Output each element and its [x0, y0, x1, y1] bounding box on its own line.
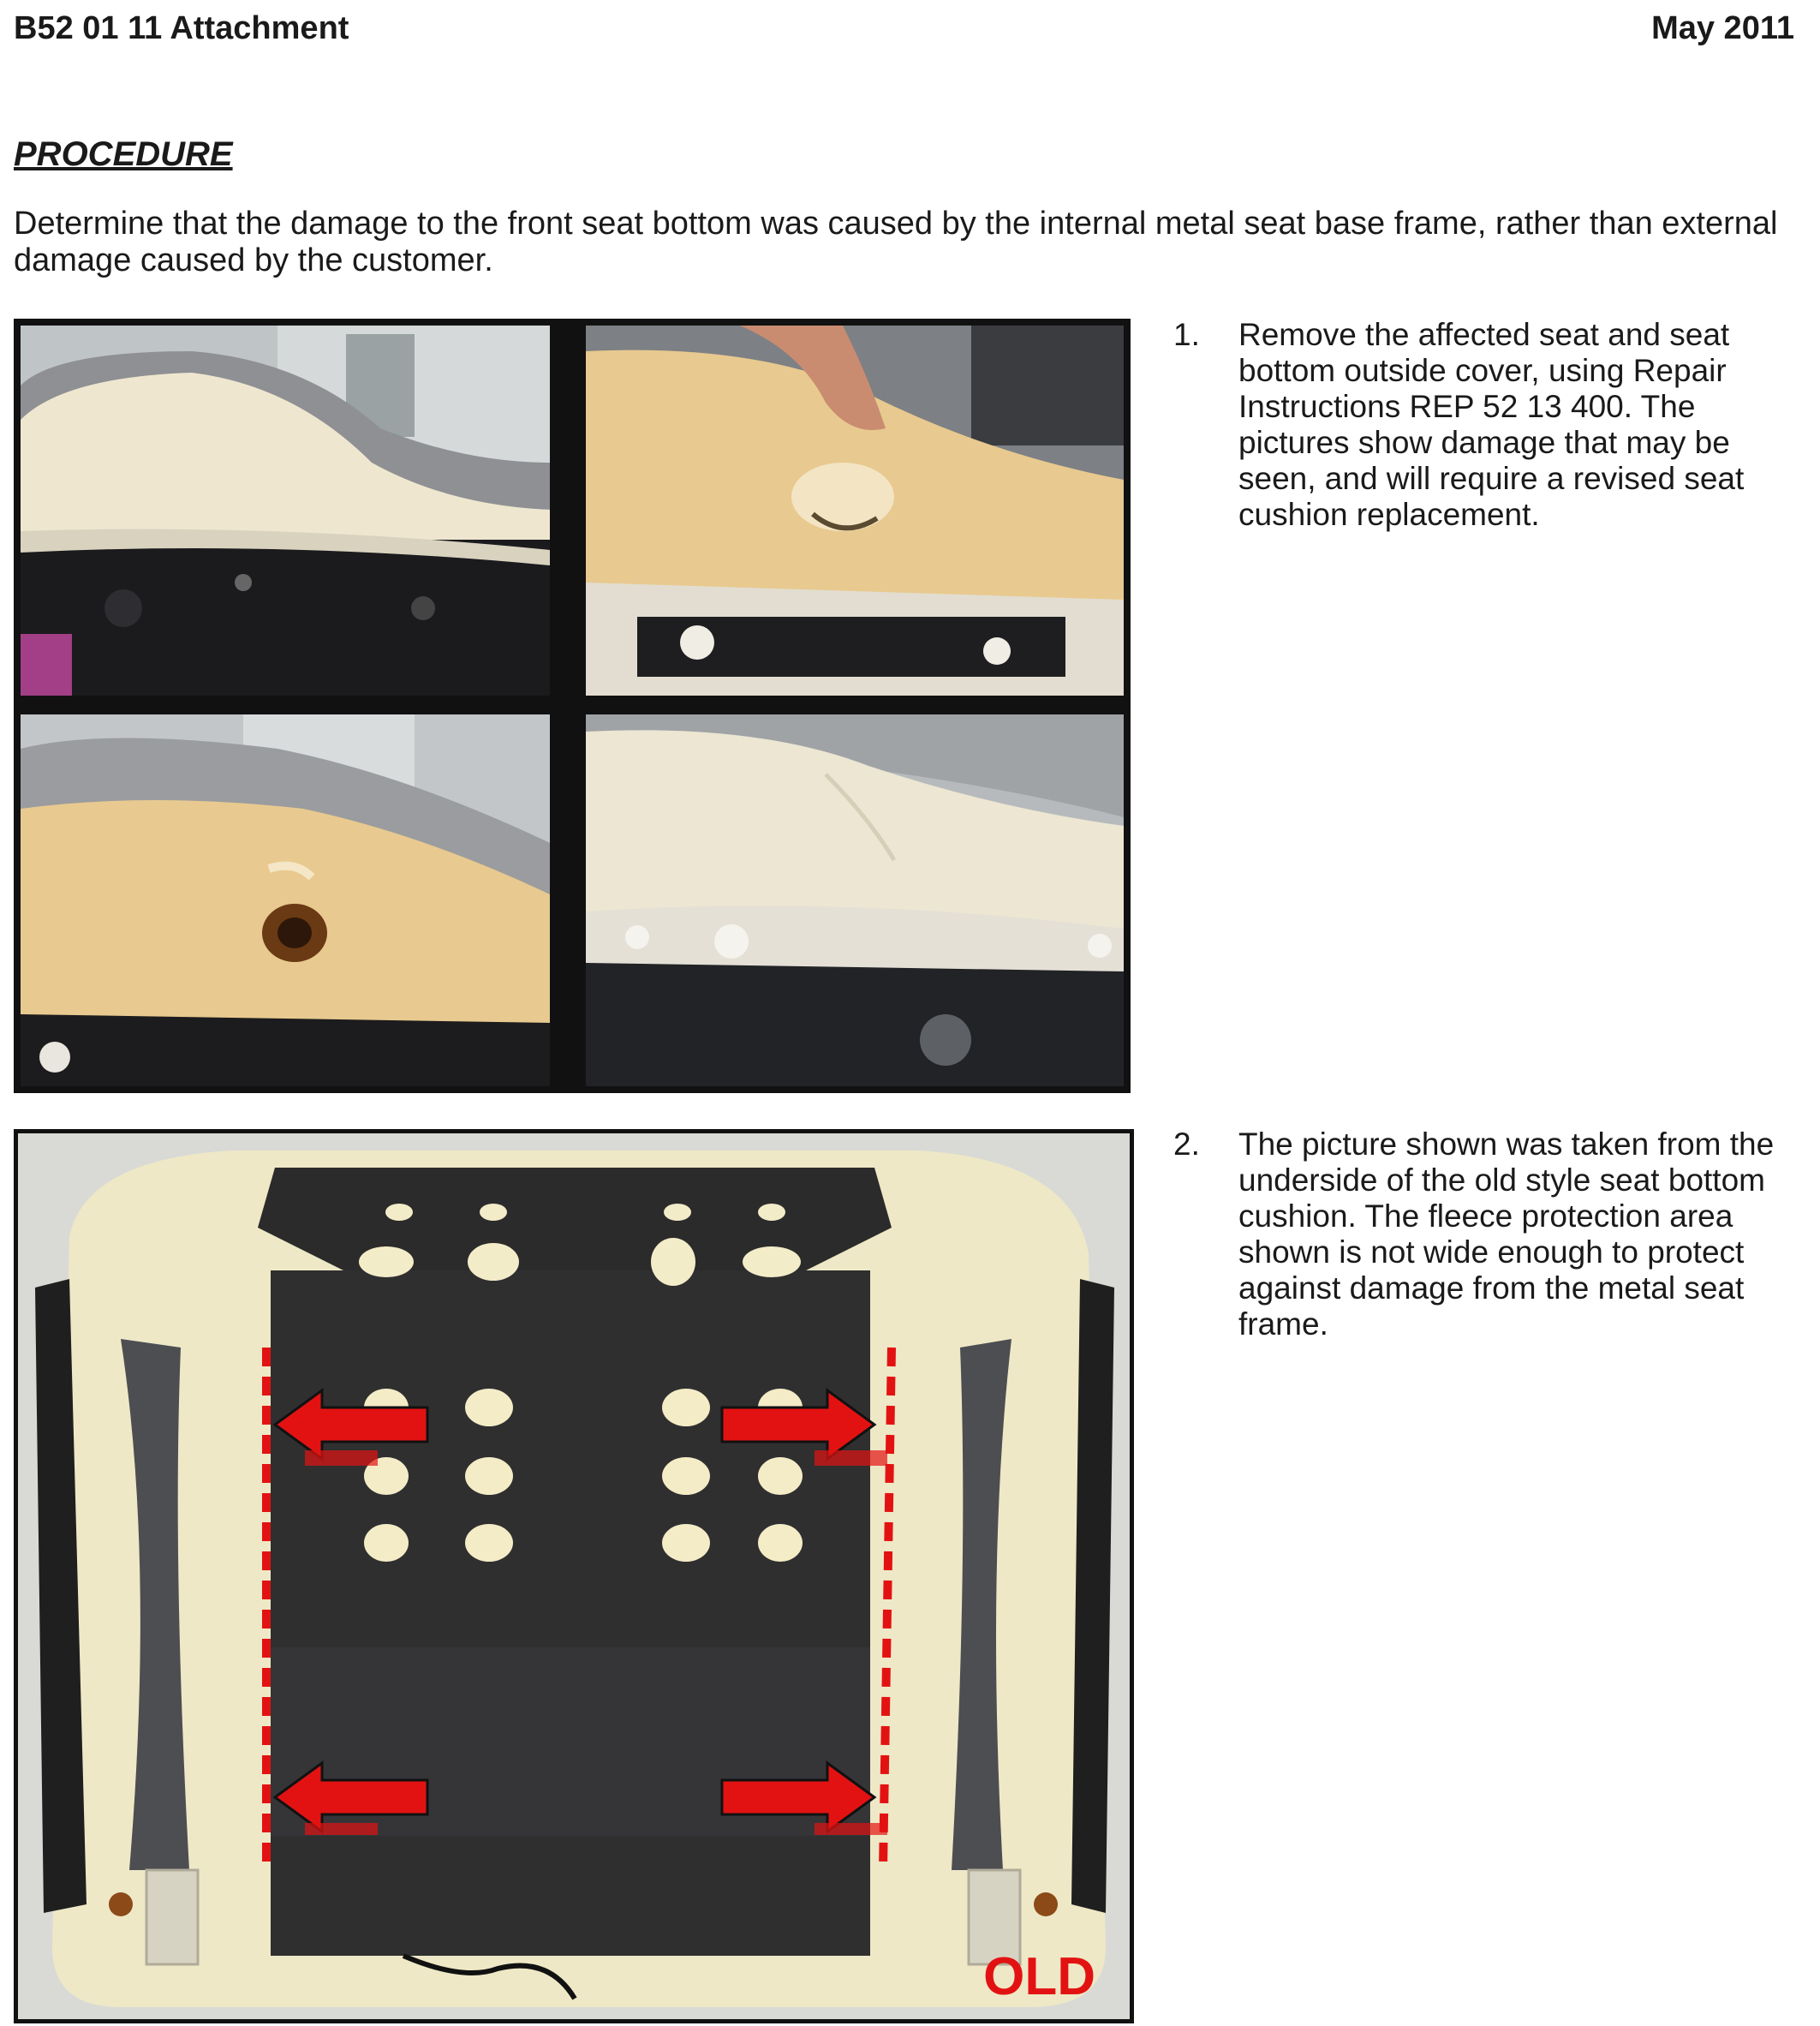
step-text: The picture shown was taken from the underside of the old style seat bottom cushion. The fleece protection area shown is not wide enough to protect against damage from the metal seat frame.: [1238, 1127, 1775, 1342]
old-cushion-illustration: [18, 1133, 1130, 2019]
old-cushion-photo: [14, 1129, 1134, 2023]
section-title: PROCEDURE: [14, 135, 233, 173]
step-number: 2.: [1173, 1127, 1200, 1162]
document-date: May 2011: [1651, 10, 1794, 46]
damage-photo-2: [586, 326, 1124, 696]
damage-photo-1: [21, 326, 550, 696]
intro-paragraph: Determine that the damage to the front seat bottom was caused by the internal metal seat base frame, rather than external damage caused by the customer.: [14, 206, 1778, 278]
document-id: B52 01 11 Attachment: [14, 10, 349, 46]
damage-photo-3: [21, 714, 550, 1086]
step-1: [1173, 317, 1790, 574]
step-text: Remove the affected seat and seat bottom outside cover, using Repair Instructions REP 52 13 400. The pictures show damage that may be seen, and will require a revised seat cushion replacement.: [1238, 317, 1745, 532]
damage-photo-4: [586, 714, 1124, 1086]
old-label: OLD: [983, 1947, 1095, 2006]
step-2: [1173, 1127, 1790, 1384]
step-number: 1.: [1173, 317, 1200, 352]
damage-photo-grid: [14, 319, 1131, 1093]
